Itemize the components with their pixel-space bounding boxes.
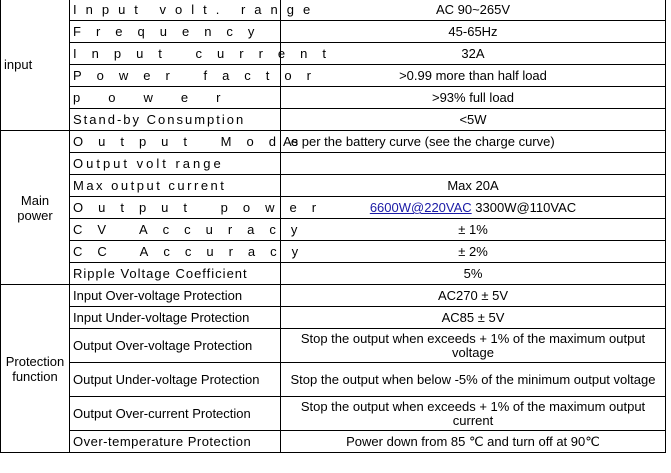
param-input-volt-range: Input volt. range xyxy=(70,0,281,21)
table-row xyxy=(1,397,666,431)
table-row xyxy=(1,431,666,453)
param-output-over-voltage: Output Over-voltage Protection xyxy=(70,329,281,363)
value-over-temperature: Power down from 85 ℃ and turn off at 90℃ xyxy=(281,431,666,453)
table-row xyxy=(1,0,666,21)
section-label-input: input xyxy=(1,0,70,131)
param-input-over-voltage: Input Over-voltage Protection xyxy=(70,285,281,307)
value-cc-accuracy: ± 2% xyxy=(281,241,666,263)
table-row xyxy=(1,307,666,329)
param-output-power: Output power xyxy=(70,197,281,219)
param-cc-accuracy: CC Accuracy xyxy=(70,241,281,263)
table-row xyxy=(1,285,666,307)
value-input-volt-range: AC 90~265V xyxy=(281,0,666,21)
value-max-output-current: Max 20A xyxy=(281,175,666,197)
section-label-protection: Protection function xyxy=(1,285,70,453)
value-ripple-voltage-coefficient: 5% xyxy=(281,263,666,285)
param-output-under-voltage: Output Under-voltage Protection xyxy=(70,363,281,397)
value-output-power xyxy=(281,197,666,219)
output-power-rest: 3300W@110VAC xyxy=(471,200,577,215)
table-row xyxy=(1,65,666,87)
param-standby-consumption: Stand-by Consumption xyxy=(70,109,281,131)
value-output-mode: As per the battery curve (see the charge curve) xyxy=(281,131,666,153)
table-row xyxy=(1,109,666,131)
value-frequency: 45-65Hz xyxy=(281,21,666,43)
table-row xyxy=(1,131,666,153)
value-output-over-current: Stop the output when exceeds + 1% of the maximum output current xyxy=(281,397,666,431)
table-row xyxy=(1,175,666,197)
param-over-temperature: Over-temperature Protection xyxy=(70,431,281,453)
section-label-main-power: Main power xyxy=(1,131,70,285)
param-frequency: Frequency xyxy=(70,21,281,43)
table-row xyxy=(1,263,666,285)
value-power-factor: >0.99 more than half load xyxy=(281,65,666,87)
value-output-over-voltage: Stop the output when exceeds + 1% of the maximum output voltage xyxy=(281,329,666,363)
value-input-under-voltage: AC85 ± 5V xyxy=(281,307,666,329)
value-input-over-voltage: AC270 ± 5V xyxy=(281,285,666,307)
param-output-volt-range: Output volt range xyxy=(70,153,281,175)
value-output-volt-range xyxy=(281,153,666,175)
param-input-under-voltage: Input Under-voltage Protection xyxy=(70,307,281,329)
param-input-current: Input current xyxy=(70,43,281,65)
table-row xyxy=(1,241,666,263)
output-power-link[interactable]: 6600W@220VAC xyxy=(369,200,472,215)
table-row xyxy=(1,197,666,219)
param-cv-accuracy: CV Accuracy xyxy=(70,219,281,241)
table-row xyxy=(1,219,666,241)
param-power: power xyxy=(70,87,281,109)
param-output-over-current: Output Over-current Protection xyxy=(70,397,281,431)
value-power: >93% full load xyxy=(281,87,666,109)
table-row xyxy=(1,21,666,43)
value-input-current: 32A xyxy=(281,43,666,65)
param-power-factor: Power factor xyxy=(70,65,281,87)
param-max-output-current: Max output current xyxy=(70,175,281,197)
table-row xyxy=(1,153,666,175)
table-row xyxy=(1,87,666,109)
value-output-under-voltage: Stop the output when below -5% of the minimum output voltage xyxy=(281,363,666,397)
value-standby-consumption: <5W xyxy=(281,109,666,131)
table-row xyxy=(1,329,666,363)
table-row xyxy=(1,43,666,65)
param-ripple-voltage-coefficient: Ripple Voltage Coefficient xyxy=(70,263,281,285)
param-output-mode: Output Mode xyxy=(70,131,281,153)
table-row xyxy=(1,363,666,397)
value-cv-accuracy: ± 1% xyxy=(281,219,666,241)
